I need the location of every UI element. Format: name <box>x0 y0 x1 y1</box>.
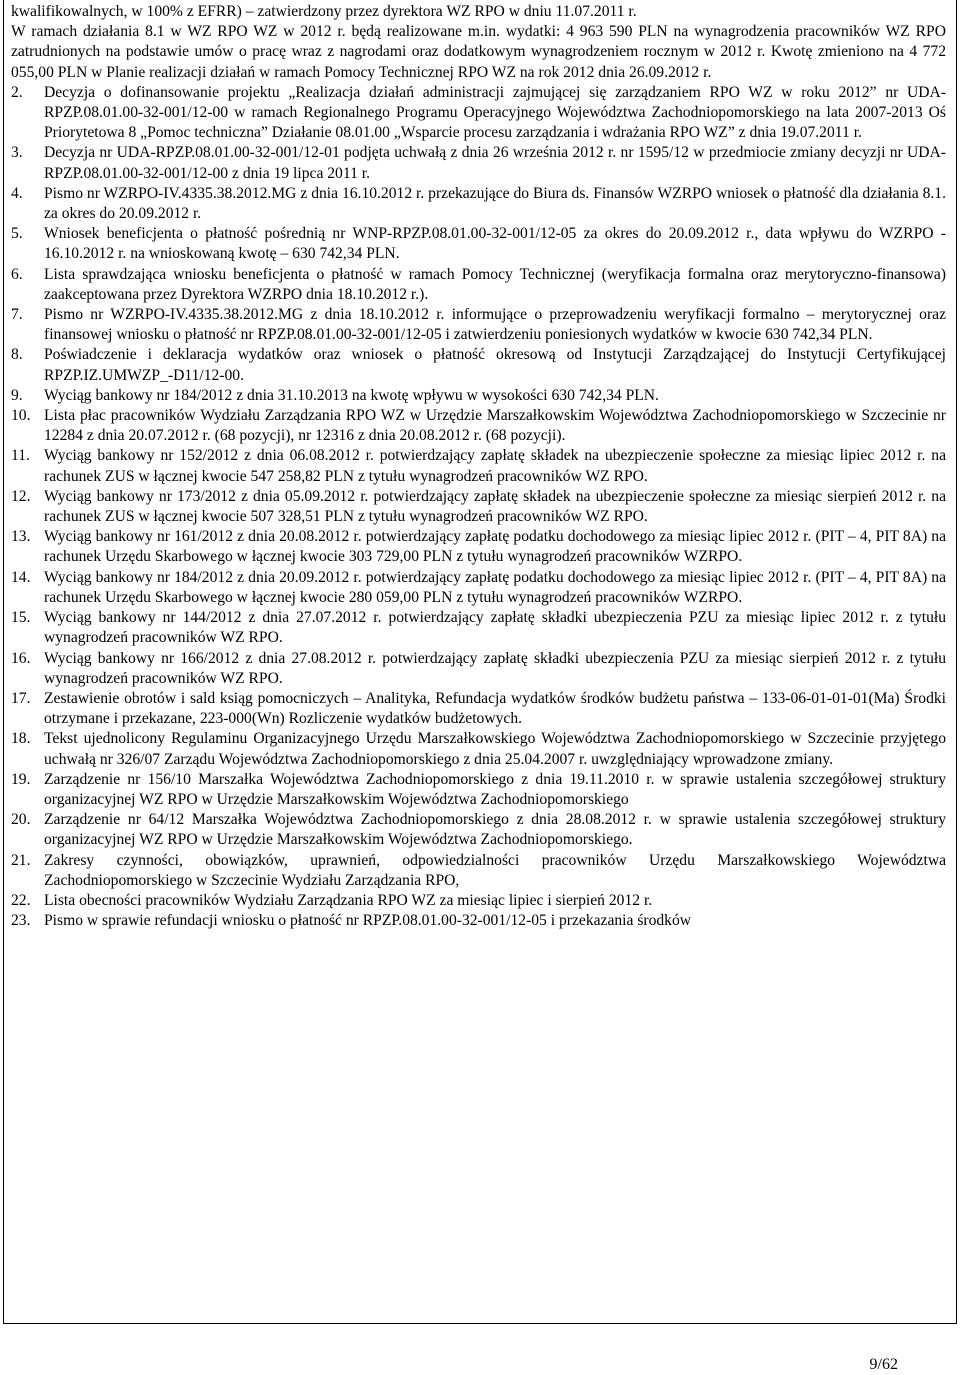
list-item-number: 14. <box>11 568 31 586</box>
list-item-text: Wyciąg bankowy nr 161/2012 z dnia 20.08.2012 r. potwierdzający zapłatę podatku dochodowego za miesiąc lipiec 2012 r. (PIT – 4, PIT 8A) na rachunek Urzędu Skarbowego w łącznej kwocie 303 729,00 PLN z tytułu wynagrodzeń pracowników WZRPO. <box>44 528 946 566</box>
list-item-number: 2. <box>11 83 23 101</box>
list-item-text: Wyciąg bankowy nr 173/2012 z dnia 05.09.2012 r. potwierdzający zapłatę składek na ubezpieczenie społeczne za miesiąc sierpień 2012 r. na rachunek ZUS w łącznej kwocie 507 328,51 PLN z tytułu wynagrodzeń pracowników WZ RPO. <box>44 487 946 526</box>
list-item-text: Zarządzenie nr 156/10 Marszałka Województwa Zachodniopomorskiego z dnia 19.11.2010 r. w sprawie ustalenia szczegółowej struktury organizacyjnej WZ RPO w Urzędzie Marszałkowskim Województwa Zachodniopomorskiego <box>44 770 946 808</box>
list-item-number: 6. <box>11 265 23 283</box>
list-item-text: Pismo w sprawie refundacji wniosku o płatność nr RPZP.08.01.00-32-001/12-05 i przekazania środków <box>44 912 692 930</box>
page-number: 9/62 <box>869 1356 898 1373</box>
list-item-text: Zestawienie obrotów i sald ksiąg pomocniczych – Analityka, Refundacja wydatków środków budżetu państwa – 133-06-01-01-01(Ma) Środki otrzymane i przekazane, 223-000(Wn) Rozliczenie wydatków budżetowych. <box>44 689 946 728</box>
list-item <box>11 224 946 264</box>
list-item-number: 20. <box>11 811 31 829</box>
list-item-number: 19. <box>11 770 31 788</box>
list-item-number: 13. <box>11 528 31 546</box>
list-item-number: 21. <box>11 851 31 869</box>
list-item-text: Wyciąg bankowy nr 152/2012 z dnia 06.08.2012 r. potwierdzający zapłatę składek na ubezpieczenie społeczne za miesiąc lipiec 2012 r. na rachunek ZUS w łącznej kwocie 547 258,82 PLN z tytułu wynagrodzeń pracowników WZ RPO. <box>44 447 946 485</box>
list-item <box>11 891 946 911</box>
list-item-text: Wyciąg bankowy nr 144/2012 z dnia 27.07.2012 r. potwierdzający zapłatę składki ubezpieczenia PZU za miesiąc lipiec 2012 r. z tytułu wynagrodzeń pracowników WZ RPO. <box>44 609 946 647</box>
list-item <box>11 143 946 183</box>
intro-paragraph-2: W ramach działania 8.1 w WZ RPO WZ w 2012 r. będą realizowane m.in. wydatki: 4 963 590 PLN na wynagrodzenia pracowników WZ RPO zatrudnionych na podstawie umów o pracę wraz z nagrodami oraz dodatkowym wynagrodzeniem rocznym w 2012 r. Kwotę zmieniono na 4 772 055,00 PLN w Planie realizacji działań w ramach Pomocy Technicznej RPO WZ na rok 2012 dnia 26.09.2012 r. <box>11 23 946 81</box>
list-item-text: Wniosek beneficjenta o płatność pośrednią nr WNP-RPZP.08.01.00-32-001/12-05 za okres do 20.09.2012 r., data wpływu do WZRPO - 16.10.2012 r. na wnioskowaną kwotę – 630 742,34 PLN. <box>44 225 946 263</box>
list-item-text: Lista płac pracowników Wydziału Zarządzania RPO WZ w Urzędzie Marszałkowskim Województwa Zachodniopomorskiego w Szczecinie nr 12284 z dnia 20.07.2012 r. (68 pozycji), nr 12316 z dnia 20.08.2012 r. (68 pozycji). <box>44 407 946 445</box>
list-item-text: Wyciąg bankowy nr 184/2012 z dnia 31.10.2013 na kwotę wpływu w wysokości 630 742,34 PLN. <box>44 386 659 404</box>
list-item <box>11 305 946 345</box>
list-item <box>11 810 946 850</box>
list-item-number: 22. <box>11 891 31 909</box>
list-item <box>11 689 946 729</box>
list-item-text: Lista sprawdzająca wniosku beneficjenta o płatność w ramach Pomocy Technicznej (weryfikacja formalna oraz merytoryczno-finansowa) zaakceptowana przez Dyrektora WZRPO dnia 18.10.2012 r.). <box>44 265 946 303</box>
list-item-number: 23. <box>11 912 31 930</box>
list-item <box>11 568 946 608</box>
list-item-text: Pismo nr WZRPO-IV.4335.38.2012.MG z dnia 16.10.2012 r. przekazujące do Biura ds. Finansów WZRPO wniosek o płatność dla działania 8.1. za okres do 20.09.2012 r. <box>44 184 946 223</box>
list-item-text: Pismo nr WZRPO-IV.4335.38.2012.MG z dnia 18.10.2012 r. informujące o przeprowadzeniu weryfikacji formalno – merytorycznej oraz finansowej wniosku o płatność nr RPZP.08.01.00-32-001/12-05 i zatwierdzeniu poniesionych wydatków w kwocie 630 742,34 PLN. <box>44 306 946 344</box>
list-item-text: Tekst ujednolicony Regulaminu Organizacyjnego Urzędu Marszałkowskiego Województwa Zachodniopomorskiego w Szczecinie przyjętego uchwałą nr 326/07 Zarządu Województwa Zachodniopomorskiego z dnia 25.04.2007 r. uwzględniający wprowadzone zmiany. <box>44 730 946 768</box>
list-item <box>11 386 946 406</box>
list-item <box>11 446 946 486</box>
list-item-number: 8. <box>11 346 23 364</box>
list-item <box>11 911 946 931</box>
list-item <box>11 406 946 446</box>
list-item-number: 11. <box>11 447 30 465</box>
list-item-text: Poświadczenie i deklaracja wydatków oraz wniosek o płatność okresową od Instytucji Zarządzającej do Instytucji Certyfikującej RPZP.IZ.UMWZP_-D11/12-00. <box>44 346 946 384</box>
list-item <box>11 649 946 689</box>
list-item-number: 15. <box>11 609 31 627</box>
list-item-number: 7. <box>11 306 23 324</box>
document-body <box>11 2 946 931</box>
list-item-text: Zarządzenie nr 64/12 Marszałka Województwa Zachodniopomorskiego z dnia 28.08.2012 r. w sprawie ustalenia szczegółowej struktury organizacyjnej WZ RPO w Urzędzie Marszałkowskim Województwa Zachodniopomorskiego. <box>44 811 946 849</box>
list-item-number: 12. <box>11 487 31 505</box>
list-item-number: 16. <box>11 649 31 667</box>
list-item-number: 17. <box>11 689 31 707</box>
list-item-text: Wyciąg bankowy nr 166/2012 z dnia 27.08.2012 r. potwierdzający zapłatę składki ubezpieczenia PZU za miesiąc sierpień 2012 r. z tytułu wynagrodzeń pracowników WZ RPO. <box>44 649 946 687</box>
list-item-text: Decyzja nr UDA-RPZP.08.01.00-32-001/12-01 podjęta uchwałą z dnia 26 września 2012 r. nr 1595/12 w przedmiocie zmiany decyzji nr UDA-RPZP.08.01.00-32-001/12-00 z dnia 19 lipca 2011 r. <box>44 144 946 182</box>
list-item <box>11 83 946 144</box>
document-list <box>11 83 946 932</box>
list-item-number: 18. <box>11 730 31 748</box>
list-item-number: 10. <box>11 407 31 425</box>
list-item-text: Zakresy czynności, obowiązków, uprawnień, odpowiedzialności pracowników Urzędu Marszałkowskiego Województwa Zachodniopomorskiego w Szczecinie Wydziału Zarządzania RPO, <box>44 851 946 889</box>
list-item <box>11 608 946 648</box>
list-item-text: Lista obecności pracowników Wydziału Zarządzania RPO WZ za miesiąc lipiec i sierpień 2012 r. <box>44 891 653 909</box>
list-item-number: 9. <box>11 386 23 404</box>
list-item-number: 5. <box>11 225 23 243</box>
list-item <box>11 345 946 385</box>
list-item <box>11 527 946 567</box>
list-item <box>11 184 946 224</box>
list-item-number: 4. <box>11 184 23 202</box>
list-item-number: 3. <box>11 144 23 162</box>
list-item <box>11 265 946 305</box>
list-item-text: Wyciąg bankowy nr 184/2012 z dnia 20.09.2012 r. potwierdzający zapłatę podatku dochodowego za miesiąc lipiec 2012 r. (PIT – 4, PIT 8A) na rachunek Urzędu Skarbowego w łącznej kwocie 280 059,00 PLN z tytułu wynagrodzeń pracowników WZRPO. <box>44 568 946 606</box>
list-item <box>11 770 946 810</box>
list-item <box>11 729 946 769</box>
list-item <box>11 487 946 527</box>
list-item <box>11 851 946 891</box>
list-item-text: Decyzja o dofinansowanie projektu „Realizacja działań administracji zajmującej się zarządzaniem RPO WZ w roku 2012” nr UDA-RPZP.08.01.00-32-001/12-00 w ramach Regionalnego Programu Operacyjnego Województwa Zachodniopomorskiego na lata 2007-2013 Oś Priorytetowa 8 „Pomoc techniczna” Działanie 08.01.00 „Wsparcie procesu zarządzania i wdrażania RPO WZ” z dnia 19.07.2011 r. <box>44 83 946 142</box>
intro-paragraph-1: kwalifikowalnych, w 100% z EFRR) – zatwierdzony przez dyrektora WZ RPO w dniu 11.07.2011 r. <box>11 3 637 20</box>
